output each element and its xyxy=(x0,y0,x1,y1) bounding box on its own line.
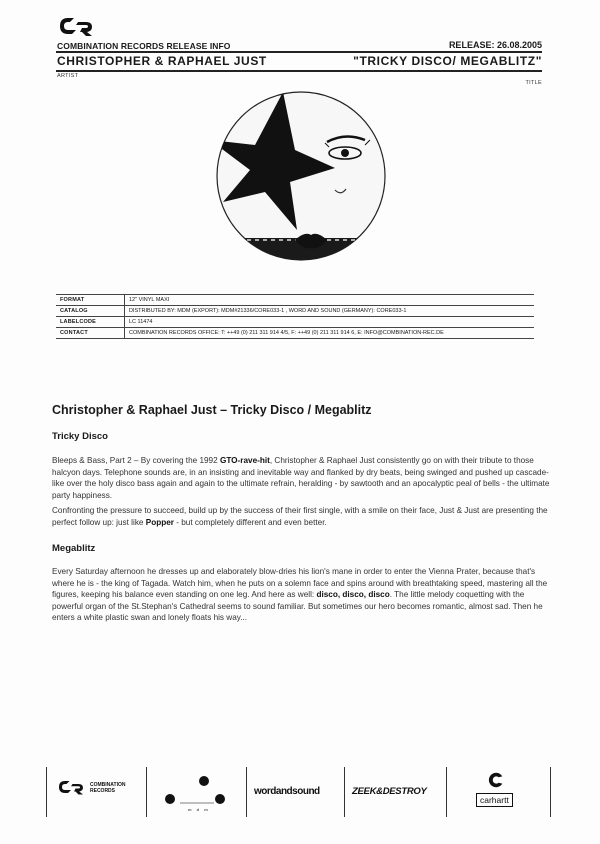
contact-key: CONTACT xyxy=(56,328,125,339)
carhartt-logo-text: carhartt xyxy=(476,793,513,807)
title-caption: TITLE xyxy=(525,80,542,86)
divider xyxy=(56,70,542,72)
table-row xyxy=(56,317,534,328)
combination-logo-icon xyxy=(56,14,96,38)
tricky-disco-paragraph-1: Bleeps & Bass, Part 2 – By covering the 1992 GTO-rave-hit, Christopher & Raphael Just consistently go on with their tribute to those halcyon days. Telephone sounds are, in an insisting and inevitable way and flanked by dry beats, being swinged and pushed up cascade-like over the holy disco bass again and again to the ultimate refrain, heralding - by sawtooth and an apocalyptic peal of bells - the ultimate party happiness. xyxy=(52,456,550,500)
combination-logo-text: COMBINATION RECORDS xyxy=(90,782,126,794)
highlight-disco: disco, disco, disco xyxy=(316,590,390,599)
table-row xyxy=(56,306,534,317)
partner-logos xyxy=(46,763,554,821)
format-value: 12" VINYL MAXI xyxy=(125,295,535,306)
divider xyxy=(246,767,247,817)
divider xyxy=(146,767,147,817)
carhartt-logo xyxy=(448,763,548,821)
mdm-logo-text: m d m xyxy=(188,807,210,812)
artist-caption: ARTIST xyxy=(57,73,79,79)
labelcode-key: LABELCODE xyxy=(56,317,125,328)
tricky-disco-paragraph-2: Confronting the pressure to succeed, build up by the success of their first single, with a smile on their face, Just & Just are presenting the perfect follow up: just like Popper - but completely different and even better. xyxy=(52,506,548,527)
combination-logo-icon xyxy=(56,777,86,797)
press-heading: Christopher & Raphael Just – Tricky Disco / Megablitz xyxy=(52,403,372,417)
divider xyxy=(56,51,542,53)
artist-name: CHRISTOPHER & RAPHAEL JUST xyxy=(57,54,267,68)
cover-art-image xyxy=(215,90,387,262)
table-row xyxy=(56,295,534,306)
wordandsound-logo-text: wordandsound xyxy=(254,786,320,797)
mdm-logo-icon xyxy=(148,763,244,821)
mdm-logo xyxy=(148,763,244,821)
release-info-table xyxy=(56,294,534,339)
combination-records-logo xyxy=(52,763,144,821)
section-title-tricky-disco: Tricky Disco xyxy=(52,431,108,442)
zeekdestroy-logo-text: ZEEK&DESTROY xyxy=(352,786,427,797)
wordandsound-logo xyxy=(248,763,342,821)
divider xyxy=(344,767,345,817)
catalog-key: CATALOG xyxy=(56,306,125,317)
carhartt-c-icon xyxy=(487,771,505,789)
divider xyxy=(550,767,551,817)
zeekdestroy-logo xyxy=(346,763,444,821)
highlight-gto: GTO-rave-hit xyxy=(219,456,270,465)
megablitz-paragraph: Every Saturday afternoon he dresses up and elaborately blow-dries his lion's mane in order to enter the Vienna Prater, because that's where he is - the king of Tagada. Watch him, when he puts on a solemn face and spins around with breathtaking speed, mastering all the figures, keeping his balance even standing on one leg. And here as well: disco, disco, disco. The little melody coquetting with the powerful organ of the St.Stephan's Cathedral seems to sound familiar. But sometimes our hero becomes romantic, almost sad. Then he enters a white plastic swan and lonely floats his way... xyxy=(52,567,548,622)
format-key: FORMAT xyxy=(56,295,125,306)
divider xyxy=(46,767,47,817)
release-info-label: COMBINATION RECORDS RELEASE INFO xyxy=(57,41,231,51)
labelcode-value: LC 11474 xyxy=(125,317,535,328)
section-title-megablitz: Megablitz xyxy=(52,543,96,554)
table-row xyxy=(56,328,534,339)
highlight-popper: Popper xyxy=(145,517,174,527)
release-date: RELEASE: 26.08.2005 xyxy=(448,40,542,50)
divider xyxy=(446,767,447,817)
release-title: "TRICKY DISCO/ MEGABLITZ" xyxy=(353,54,542,68)
contact-value: COMBINATION RECORDS OFFICE: T: ++49 (0) 211 311 914 4/5, F: ++49 (0) 211 311 914 6, E: INFO@COMBINATION-REC.DE xyxy=(125,328,535,339)
catalog-value: DISTRIBUTED BY: MDM (EXPORT): MDM#21336/CORE033-1 , WORD AND SOUND (GERMANY): CORE033-1 xyxy=(125,306,535,317)
